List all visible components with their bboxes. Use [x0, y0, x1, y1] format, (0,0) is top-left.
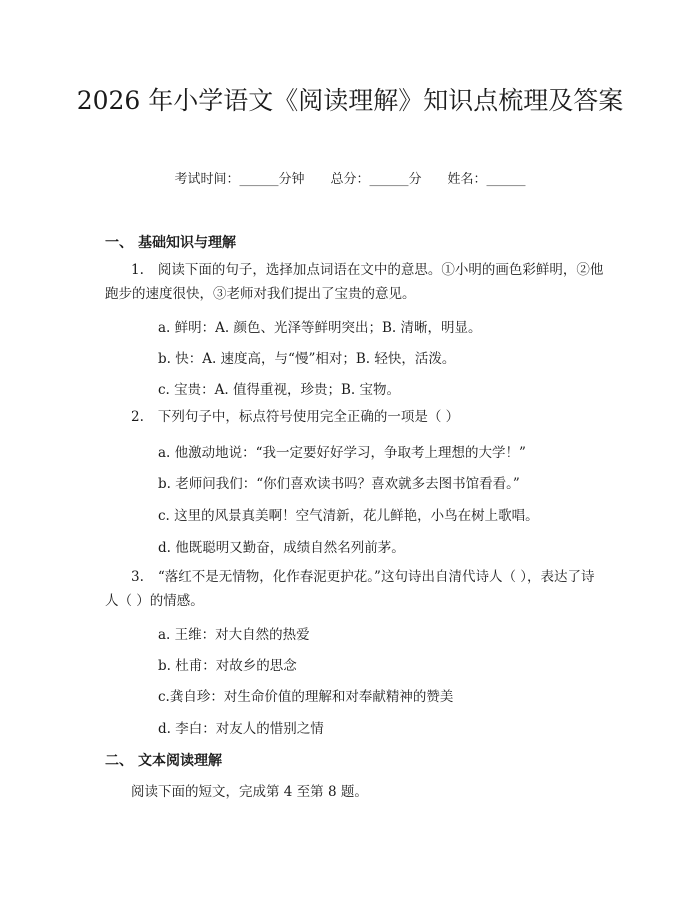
question-text: “落红不是无情物，化作春泥更护花。”这句诗出自清代诗人（ ），表达了诗人（ ）的情感。 [105, 569, 595, 609]
option-3c: c.龚自珍：对生命价值的理解和对奉献精神的赞美 [158, 689, 454, 705]
option-1a: a. 鲜明：A. 颜色、光泽等鲜明突出；B. 清晰，明显。 [158, 320, 482, 336]
section-heading-2 [105, 750, 222, 770]
reading-intro: 阅读下面的短文，完成第 4 至第 8 题。 [131, 784, 368, 800]
question-2 [105, 405, 605, 429]
exam-meta [0, 168, 700, 187]
question-number: 1. [131, 262, 144, 278]
option-3a: a. 王维：对大自然的热爱 [158, 627, 310, 643]
page-title: 2026 年小学语文《阅读理解》知识点梳理及答案 [76, 86, 624, 115]
question-text: 阅读下面的句子，选择加点词语在文中的意思。①小明的画色彩鲜明，②他跑步的速度很快，③老师对我们提出了宝贵的意见。 [105, 262, 604, 302]
option-2a: a. 他激动地说：“我一定要好好学习，争取考上理想的大学！” [158, 445, 526, 461]
question-text: 下列句子中，标点符号使用完全正确的一项是（ ） [157, 409, 460, 425]
exam-name: 姓名：______ [447, 172, 526, 187]
section-label: 文本阅读理解 [138, 753, 222, 769]
exam-time: 考试时间：______分钟 [174, 172, 305, 187]
option-2b: b. 老师问我们：“你们喜欢读书吗？喜欢就多去图书馆看看。” [158, 476, 520, 492]
section-number: 一、 [105, 235, 133, 251]
question-number: 3. [131, 569, 144, 585]
option-1b: b. 快：A. 速度高，与“慢”相对；B. 轻快，活泼。 [158, 351, 456, 367]
option-2c: c. 这里的风景真美啊！空气清新，花儿鲜艳，小鸟在树上歌唱。 [158, 508, 539, 524]
section-heading-1 [105, 232, 236, 252]
question-3 [105, 565, 605, 613]
question-1 [105, 258, 605, 306]
option-3d: d. 李白：对友人的惜别之情 [158, 721, 324, 737]
option-3b: b. 杜甫：对故乡的思念 [158, 658, 297, 674]
option-1c: c. 宝贵：A. 值得重视，珍贵；B. 宝物。 [158, 382, 400, 398]
question-number: 2. [131, 409, 144, 425]
exam-score: 总分：______分 [330, 172, 422, 187]
section-number: 二、 [105, 753, 133, 769]
section-label: 基础知识与理解 [138, 235, 236, 251]
option-2d: d. 他既聪明又勤奋，成绩自然名列前茅。 [158, 540, 405, 556]
